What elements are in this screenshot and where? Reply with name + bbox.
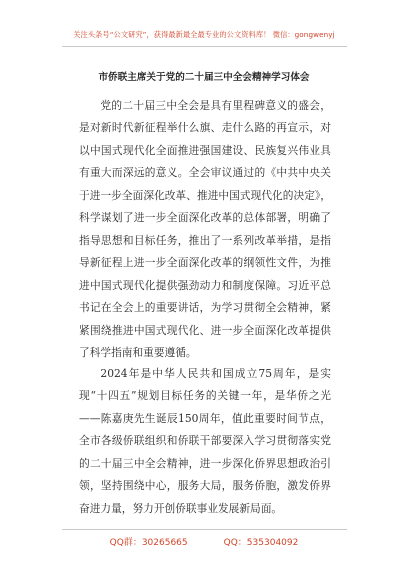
header-divider (62, 46, 347, 47)
footer-qq-group: QQ群：30265665 (109, 538, 188, 548)
body-paragraph: 党的二十届三中全会是具有里程碑意义的盛会，是对新时代新征程举什么旗、走什么路的再宣示，对以中国式现代化全面推进强国建设、民族复兴伟业具有重大而深远的意义。全会审议通过的《中共中央关于进一步全面深化改革、推进中国式现代化的决定》，科学谋划了进一步全面深化改革的总体部署，明确了指导思想和目标任务，推出了一系列改革举措，是指导新征程上进一步全面深化改革的纲领性文件，为推进中国式现代化提供强劲动力和制度保障。习近平总书记在全会上的重要讲话，为学习贯彻全会精神，紧紧围绕推进中国式现代化、进一步全面深化改革提供了科学指南和重要遵循。 (79, 99, 331, 359)
footer-qq: QQ：535304092 (223, 538, 299, 548)
body-paragraph: 2024年是中华人民共和国成立75周年，是实现“十四五”规划目标任务的关键一年，是华侨之光——陈嘉庚先生诞辰150周年，值此重要时间节点，全市各级侨联组织和侨联干部要深入学习贯彻落实党的二十届三中全会精神，进一步深化侨界思想政治引领，坚持围绕中心，服务大局，服务侨胞，激发侨界奋进力量，努力开创侨联事业发展新局面。 (79, 367, 331, 515)
document-title: 市侨联主席关于党的二十届三中全会精神学习体会 (98, 72, 310, 83)
header-banner: 关注头条号“公文研究”，获得最新最全最专业的公文资料库！ 微信：gongwenyj (73, 30, 335, 39)
footer-contacts (0, 535, 408, 548)
footer-divider (62, 529, 347, 530)
